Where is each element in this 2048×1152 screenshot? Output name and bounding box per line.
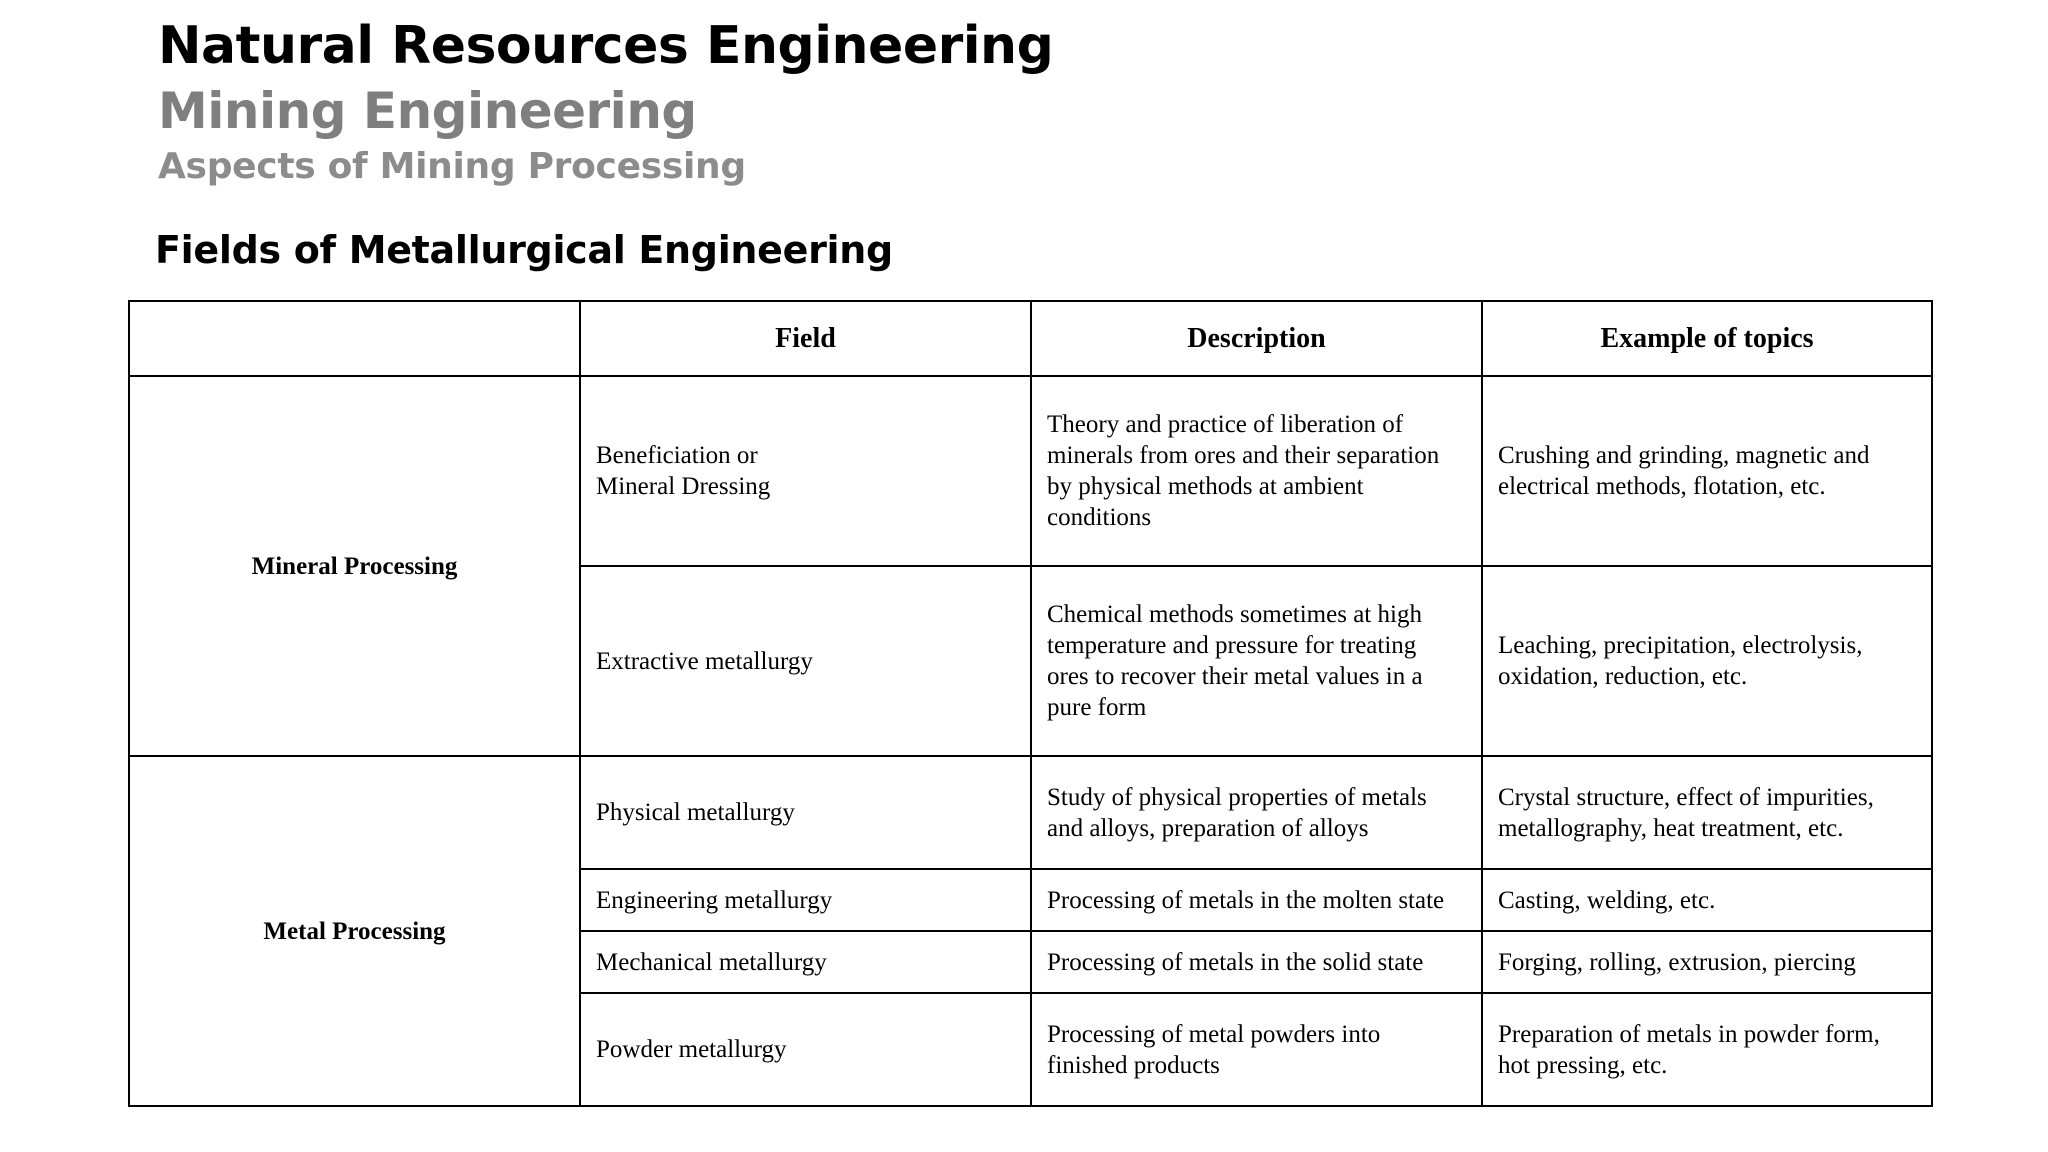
description-line: minerals from ores and their separation [1047, 442, 1440, 469]
field-line: Beneficiation or [596, 442, 758, 469]
description-line: ores to recover their metal values in a [1047, 663, 1423, 690]
field-line: Mineral Dressing [596, 473, 771, 500]
description-line: pure form [1047, 694, 1147, 721]
description-cell [1031, 869, 1482, 931]
header-cell-examples: Example of topics [1482, 301, 1932, 376]
field-line: Engineering metallurgy [596, 886, 833, 914]
field-cell [580, 376, 1031, 566]
description-cell [1031, 993, 1482, 1106]
description-line: Processing of metals in the molten state [1047, 886, 1445, 914]
description-line: conditions [1047, 504, 1152, 531]
table-header-row [129, 301, 1932, 376]
description-line: finished products [1047, 1051, 1220, 1079]
examples-line: hot pressing, etc. [1498, 1051, 1668, 1079]
table-row [129, 756, 1932, 869]
field-line: Extractive metallurgy [596, 647, 813, 675]
slide-header [158, 12, 1053, 192]
header-cell-empty [129, 301, 580, 376]
field-line: Mechanical metallurgy [596, 948, 827, 976]
group-cell-mineral-processing: Mineral Processing [129, 376, 580, 756]
field-cell [580, 756, 1031, 869]
description-line: Processing of metal powders into [1047, 1020, 1381, 1048]
field-line: Physical metallurgy [596, 799, 795, 826]
section-title: Fields of Metallurgical Engineering [155, 228, 893, 272]
examples-line: electrical methods, flotation, etc. [1498, 473, 1826, 500]
examples-cell [1482, 931, 1932, 993]
examples-cell [1482, 376, 1932, 566]
examples-line: oxidation, reduction, etc. [1498, 663, 1748, 690]
table-row [129, 376, 1932, 566]
examples-cell [1482, 993, 1932, 1106]
group-cell-metal-processing: Metal Processing [129, 756, 580, 1106]
page-subtitle: Mining Engineering [158, 82, 697, 140]
examples-line: Casting, welding, etc. [1498, 886, 1716, 914]
field-cell [580, 869, 1031, 931]
field-cell [580, 566, 1031, 756]
page-subsubtitle: Aspects of Mining Processing [158, 146, 746, 187]
field-cell [580, 931, 1031, 993]
description-line: Processing of metals in the solid state [1047, 948, 1424, 976]
field-line: Powder metallurgy [596, 1036, 787, 1063]
description-line: by physical methods at ambient [1047, 473, 1364, 500]
examples-cell [1482, 566, 1932, 756]
examples-line: Crushing and grinding, magnetic and [1498, 442, 1870, 469]
field-cell [580, 993, 1031, 1106]
description-line: Chemical methods sometimes at high [1047, 601, 1422, 628]
examples-line: Crystal structure, effect of impurities, [1498, 783, 1874, 811]
description-line: and alloys, preparation of alloys [1047, 814, 1369, 842]
header-cell-description: Description [1031, 301, 1482, 376]
description-cell [1031, 756, 1482, 869]
examples-cell [1482, 869, 1932, 931]
examples-line: Leaching, precipitation, electrolysis, [1498, 632, 1863, 659]
examples-line: Forging, rolling, extrusion, piercing [1498, 948, 1856, 976]
description-cell [1031, 566, 1482, 756]
description-cell [1031, 376, 1482, 566]
examples-line: Preparation of metals in powder form, [1498, 1020, 1880, 1048]
description-line: temperature and pressure for treating [1047, 632, 1417, 659]
metallurgy-fields-table [128, 300, 1933, 1107]
examples-cell [1482, 756, 1932, 869]
description-line: Theory and practice of liberation of [1047, 411, 1404, 438]
examples-line: metallography, heat treatment, etc. [1498, 814, 1844, 842]
page-title: Natural Resources Engineering [158, 16, 1054, 76]
header-cell-field: Field [580, 301, 1031, 376]
description-line: Study of physical properties of metals [1047, 783, 1427, 811]
description-cell [1031, 931, 1482, 993]
